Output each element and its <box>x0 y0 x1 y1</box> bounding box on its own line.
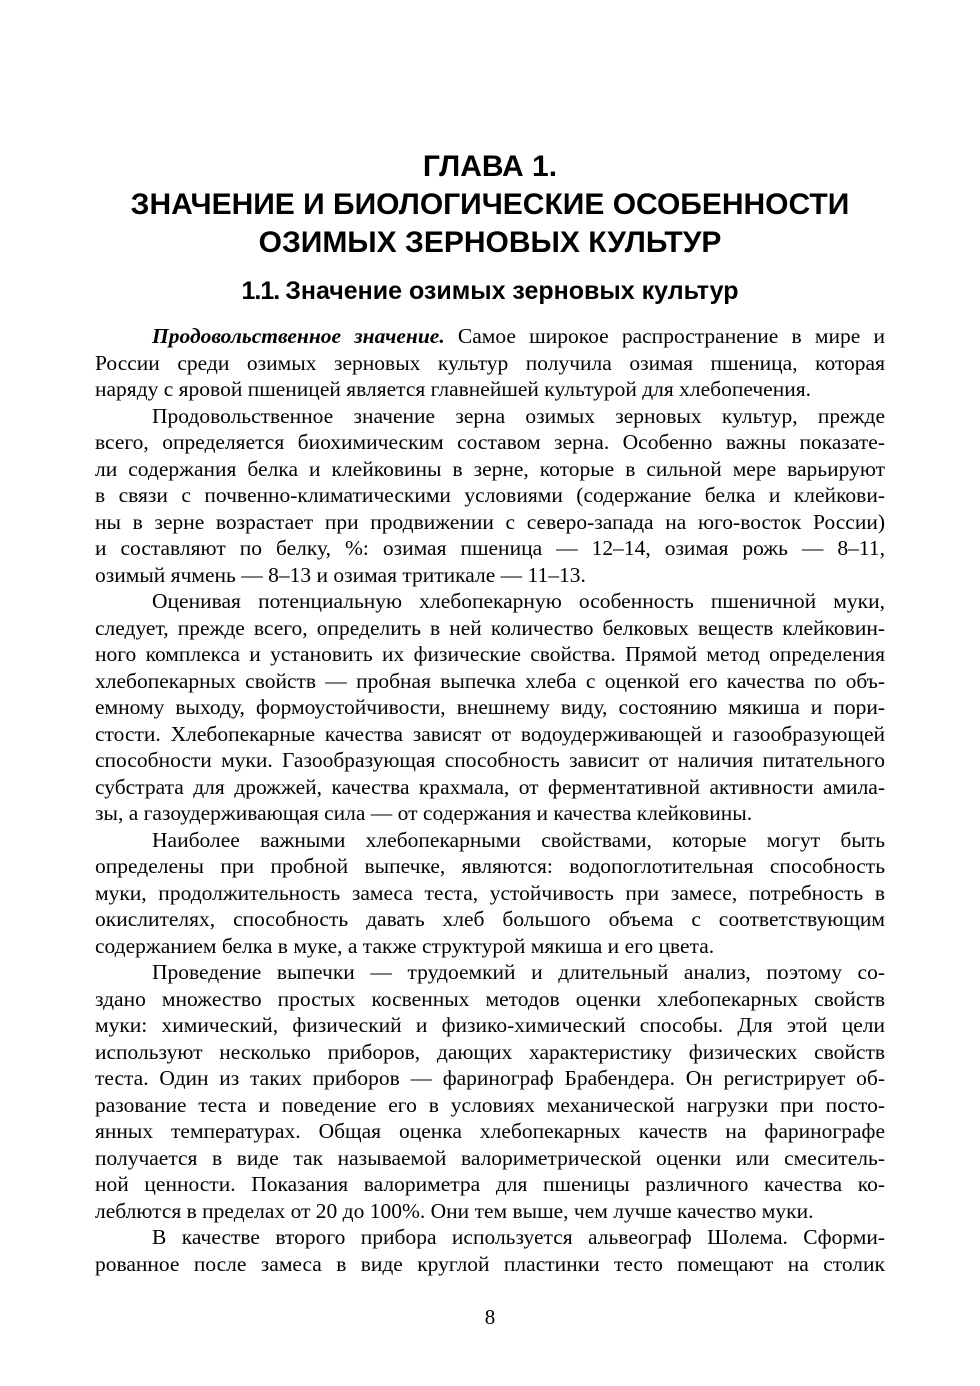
text-line: муки, продолжительность замеса теста, устойчивость при замесе, потребность в <box>95 880 885 905</box>
paragraph <box>95 588 885 827</box>
text-line: В качестве второго прибора используется альвеограф Шолема. Сформи- <box>152 1225 885 1249</box>
paragraph <box>95 403 885 589</box>
text-line: емному выходу, формоустойчивости, внешнему виду, состоянию мякиша и пори- <box>95 695 885 719</box>
paragraph <box>95 1224 885 1277</box>
paragraph-lead: Продовольственное значение. <box>152 324 445 348</box>
text-line: разование теста и поведение его в условиях механической нагрузки при посто- <box>95 1092 885 1117</box>
text-line: рованное после замеса в виде круглой пластинки тесто помещают на столик <box>95 1251 885 1276</box>
text-line: леблются в пределах от 20 до 100%. Они тем выше, чем лучше качество муки. <box>95 1198 814 1223</box>
text-line: зы, а газоудерживающая сила — от содержания и качества клейковины. <box>95 801 753 825</box>
text-line: Наиболее важными хлебопекарными свойствами, которые могут быть <box>152 827 885 852</box>
section-number: 1.1. <box>241 277 280 305</box>
text-line: способности муки. Газообразующая способность зависит от наличия питательного <box>95 748 885 772</box>
text-line: субстрата для дрожжей, качества крахмала, от ферментативной активности амила- <box>95 774 885 799</box>
text-line: здано множество простых косвенных методов оценки хлебопекарных свойств <box>95 986 885 1011</box>
text-line: наряду с яровой пшеницей является главнейшей культурой для хлебопечения. <box>95 377 811 401</box>
text-line: получается в виде так называемой валориметрической оценки или смеситель- <box>95 1145 885 1170</box>
text-line: янных температурах. Общая оценка хлебопекарных качеств на фаринографе <box>95 1119 885 1143</box>
text-line: в связи с почвенно-климатическими условиями (содержание белка и клейкови- <box>95 483 885 507</box>
text-line: используют несколько приборов, дающих характеристику физических свойств <box>95 1039 885 1064</box>
text-line: муки: химический, физический и физико-химический способы. Для этой цели <box>95 1013 885 1037</box>
chapter-number: ГЛАВА 1. <box>422 150 558 183</box>
text-line: ной ценности. Показания валориметра для пшеницы различного качества ко- <box>95 1172 885 1196</box>
chapter-heading <box>95 148 885 262</box>
text-line: Продовольственное значение. Самое широкое распространение в мире и <box>152 324 885 348</box>
section-heading <box>95 274 885 308</box>
chapter-title-line-1: ЗНАЧЕНИЕ И БИОЛОГИЧЕСКИЕ ОСОБЕННОСТИ <box>130 188 850 221</box>
text-line: окислителях, способность давать хлеб большого объема с соответствующим <box>95 907 885 931</box>
chapter-title-line-2: ОЗИМЫХ ЗЕРНОВЫХ КУЛЬТУР <box>258 226 722 259</box>
text-line: России среди озимых зерновых культур получила озимая пшеница, которая <box>95 350 885 375</box>
text-line: ны в зерне возрастает при продвижении с северо-запада на юго-восток России) <box>95 509 885 534</box>
text-line: Продовольственное значение зерна озимых зерновых культур, прежде <box>152 403 885 428</box>
text-line: определены при пробной выпечке, являются: водопоглотительная способность <box>95 854 885 878</box>
body-text <box>95 323 885 1277</box>
text-line: ли содержания белка и клейковины в зерне, которые в сильной мере варьируют <box>95 456 885 481</box>
section-title-text: Значение озимых зерновых культур <box>285 277 739 305</box>
text-line: озимый ячмень — 8–13 и озимая тритикале — 11–13. <box>95 562 586 587</box>
paragraph <box>95 959 885 1224</box>
text-line: всего, определяется биохимическим составом зерна. Особенно важны показате- <box>95 430 885 454</box>
text-line: следует, прежде всего, определить в ней количество белковых веществ клейковин- <box>95 615 885 640</box>
text-line: ного комплекса и установить их физические свойства. Прямой метод определения <box>95 642 885 666</box>
text-line: стости. Хлебопекарные качества зависят от водоудерживающей и газообразующей <box>95 721 885 746</box>
paragraph <box>95 323 885 403</box>
text-line: содержанием белка в муке, а также структурой мякиша и его цвета. <box>95 933 715 958</box>
paragraph <box>95 827 885 960</box>
text-line: и составляют по белку, %: озимая пшеница — 12–14, озимая рожь — 8–11, <box>95 536 885 560</box>
page-number: 8 <box>484 1305 496 1329</box>
text-line: хлебопекарных свойств — пробная выпечка хлеба с оценкой его качества по объ- <box>95 668 885 693</box>
text-line: Проведение выпечки — трудоемкий и длительный анализ, поэтому со- <box>152 960 885 984</box>
text-line: Оценивая потенциальную хлебопекарную особенность пшеничной муки, <box>152 589 885 613</box>
text-line: теста. Один из таких приборов — фаринограф Брабендера. Он регистрирует об- <box>95 1066 885 1090</box>
